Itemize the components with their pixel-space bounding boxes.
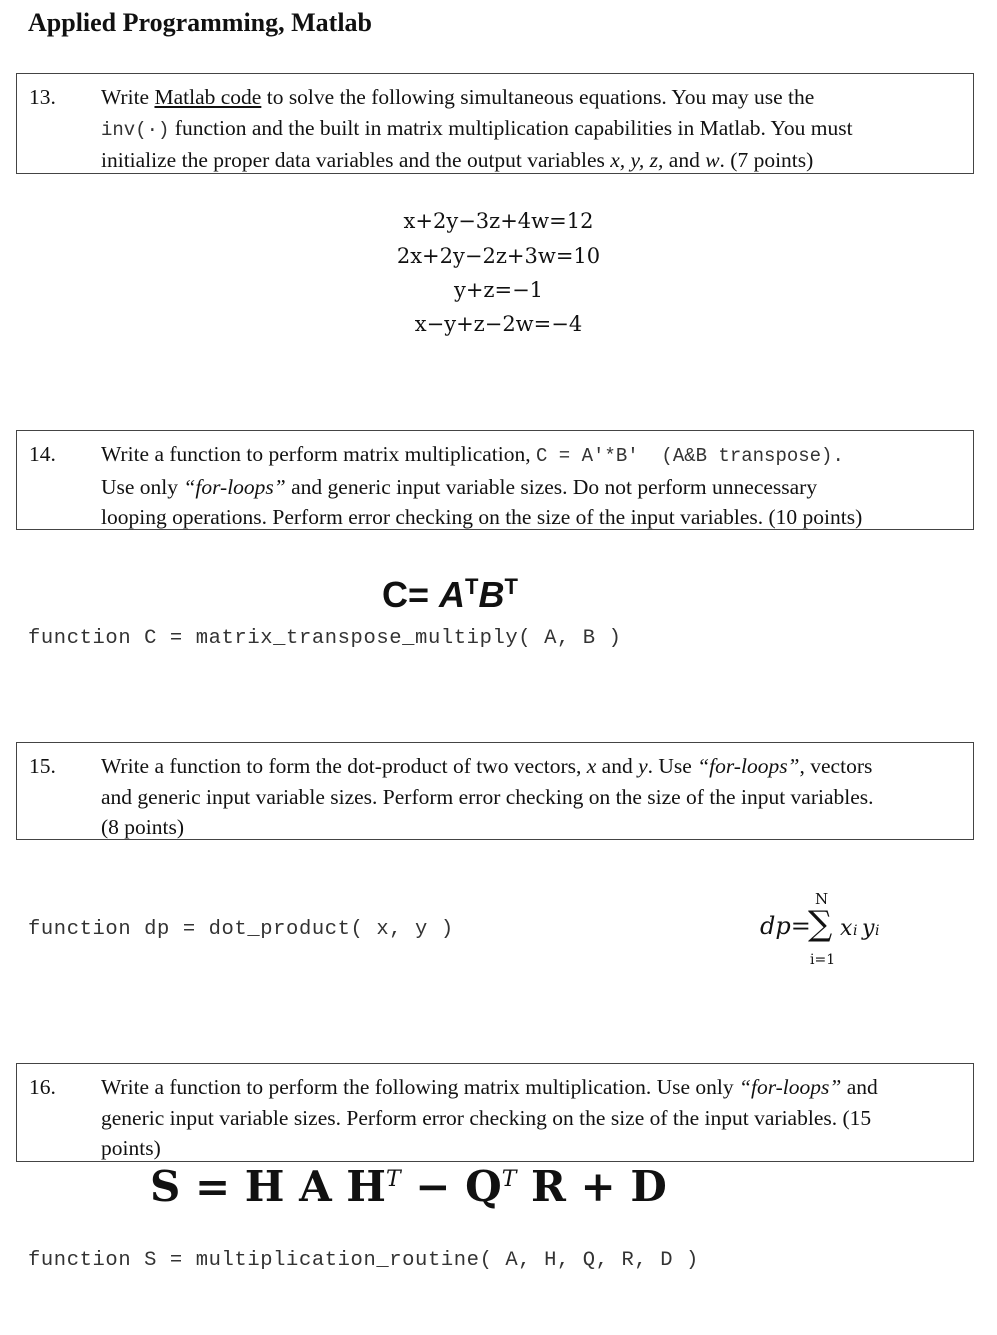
emphasis: “for-loops” — [739, 1075, 842, 1099]
question-15-text — [101, 751, 963, 843]
question-number: 15. — [29, 754, 56, 778]
question-number: 14. — [29, 442, 56, 466]
question-number: 16. — [29, 1075, 56, 1099]
formula-c-transpose — [382, 574, 518, 616]
formula-s — [150, 1162, 667, 1211]
formula-part: x — [840, 916, 853, 941]
formula-part: S = H A H — [150, 1162, 386, 1211]
page-title: Applied Programming, Matlab — [28, 8, 373, 37]
matlab-code-link: Matlab code — [154, 85, 262, 109]
superscript: T — [385, 1167, 401, 1192]
equation-4: x−y+z−2w=−4 — [414, 312, 583, 336]
text: points) — [101, 1136, 161, 1160]
superscript: T — [504, 574, 518, 599]
variable-names: x, y, z, — [610, 148, 664, 172]
formula-part: dp= — [760, 912, 811, 940]
function-signature-16: function S = multiplication_routine( A, H, Q, R, D ) — [28, 1249, 699, 1272]
text: function and the built in matrix multiplication capabilities in Matlab. You must — [169, 115, 853, 140]
text: and generic input variable sizes. Perform error checking on the size of the input variables. — [101, 784, 874, 809]
function-signature-15: function dp = dot_product( x, y ) — [28, 918, 454, 941]
text: Write a function to form the dot-product of two vectors, — [101, 754, 587, 778]
text: Write a function to perform matrix multiplication, — [101, 442, 536, 466]
question-13-box — [16, 73, 974, 174]
variable-name: x — [586, 754, 597, 778]
text: initialize the proper data variables and the output variables — [101, 148, 611, 172]
text: looping operations. Perform error checking on the size of the input variables. (10 points) — [101, 505, 863, 529]
formula-part: C= — [382, 574, 430, 615]
emphasis: “for-loops” — [183, 474, 286, 499]
question-16-box — [16, 1063, 974, 1162]
text: Write a function to perform the following matrix multiplication. Use only — [101, 1075, 740, 1099]
variable-name: w — [705, 148, 720, 172]
text: and — [663, 148, 706, 172]
text: and generic input variable sizes. Do not perform unnecessary — [285, 474, 818, 499]
sigma-symbol: ∑ — [808, 904, 833, 944]
formula-part: R + D — [516, 1162, 667, 1211]
sum-upper-limit: N — [815, 890, 829, 908]
text: , vectors — [799, 754, 873, 778]
subscript: i — [875, 923, 880, 939]
inline-code: inv(·) — [101, 118, 170, 141]
question-15-box — [16, 742, 974, 840]
equation-2: 2x+2y−2z+3w=10 — [396, 244, 601, 268]
emphasis: “for-loops” — [697, 754, 800, 778]
text: Write — [101, 85, 155, 109]
text: and — [596, 754, 639, 778]
superscript: T — [501, 1167, 517, 1192]
question-number: 13. — [29, 85, 56, 109]
equation-3: y+z=−1 — [453, 278, 544, 302]
text: (8 points) — [101, 815, 185, 839]
subscript: i — [853, 923, 858, 939]
question-14-box — [16, 430, 974, 530]
inline-code: C = A'*B' (A&B transpose). — [536, 445, 844, 467]
function-signature-14: function C = matrix_transpose_multiply( A, B ) — [28, 627, 622, 650]
formula-part: B — [478, 574, 505, 615]
variable-name: y — [638, 754, 648, 778]
question-16-text — [101, 1072, 963, 1164]
question-14-text — [101, 439, 963, 533]
formula-part: − Q — [400, 1162, 502, 1211]
formula-part: A — [439, 574, 466, 615]
text: to solve the following simultaneous equations. You may use the — [261, 85, 815, 109]
text: Use only — [101, 474, 184, 499]
text: . (7 points) — [719, 148, 814, 172]
text: . Use — [647, 754, 698, 778]
text: and — [841, 1075, 878, 1099]
formula-part: y — [862, 916, 875, 941]
text: generic input variable sizes. Perform error checking on the size of the input variables. (15 — [101, 1105, 872, 1130]
question-13-text — [101, 82, 963, 176]
superscript: T — [465, 574, 479, 599]
equation-1: x+2y−3z+4w=12 — [403, 209, 594, 233]
sum-lower-limit: i=1 — [810, 952, 836, 968]
